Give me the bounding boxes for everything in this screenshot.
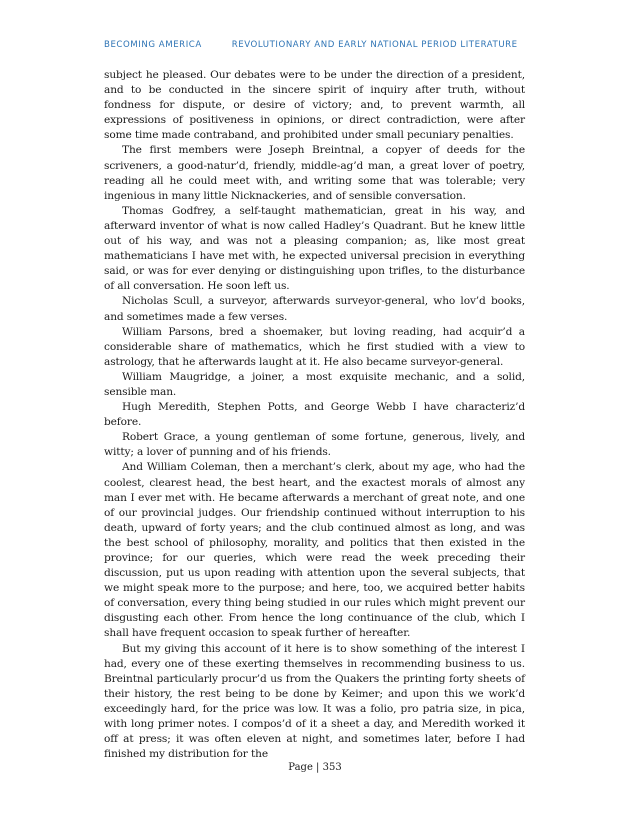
paragraph: Robert Grace, a young gentleman of some fortune, generous, lively, and witty; a lover of punning and of his friends. <box>104 431 525 459</box>
paragraph: Thomas Godfrey, a self-taught mathematician, great in his way, and afterward inventor of what is now called Hadley’s Quadrant. But he knew little out of his way, and was not a pleasing companion; as, like most great mathematicians I have met with, he expected universal precision in everything said, or was for ever denying or distinguishing upon trifles, to the disturbance of all conversation. He soon left us. <box>104 204 525 293</box>
paragraph: And William Coleman, then a merchant’s clerk, about my age, who had the coolest, clearest head, the best heart, and the exactest morals of almost any man I ever met with. He became afterwards a merchant of great note, and one of our provincial judges. Our friendship continued without interruption to his death, upward of forty years; and the club continued almost as long, and was the best school of philosophy, morality, and politics that then existed in the province; for our queries, which were read the week preceding their discussion, put us upon reading with attention upon the several subjects, that we might speak more to the purpose; and here, too, we acquired better habits of conversation, every thing being studied in our rules which might prevent our disgusting each other. From hence the long continuance of the club, which I shall have frequent occasion to speak further of hereafter. <box>104 461 525 640</box>
page-footer <box>0 762 630 773</box>
paragraph: The first members were Joseph Breintnal, a copyer of deeds for the scriveners, a good-natur’d, friendly, middle-ag’d man, a great lover of poetry, reading all he could meet with, and writing some that was tolerable; very ingenious in many little Nicknackeries, and of sensible conversation. <box>104 144 525 202</box>
body-text <box>104 68 525 762</box>
running-header <box>104 40 534 50</box>
page-separator: | <box>316 762 320 773</box>
paragraph: subject he pleased. Our debates were to be under the direction of a president, and to be conducted in the sincere spirit of inquiry after truth, without fondness for dispute, or desire of victory; and, to prevent warmth, all expressions of positiveness in opinions, or direct contradiction, were after some time made contraband, and prohibited under small pecuniary penalties. <box>104 69 525 142</box>
header-section-title: REVOLUTIONARY AND EARLY NATIONAL PERIOD LITERATURE <box>231 40 518 50</box>
header-book-title: BECOMING AMERICA <box>104 40 202 50</box>
paragraph: Hugh Meredith, Stephen Potts, and George Webb I have characteriz’d before. <box>104 401 525 429</box>
page-number: 353 <box>322 762 342 773</box>
paragraph: Nicholas Scull, a surveyor, afterwards surveyor-general, who lov’d books, and sometimes made a few verses. <box>104 295 525 323</box>
paragraph: William Parsons, bred a shoemaker, but loving reading, had acquir’d a considerable share of mathematics, which he first studied with a view to astrology, that he afterwards laught at it. He also became surveyor-general. <box>104 325 525 368</box>
paragraph: William Maugridge, a joiner, a most exquisite mechanic, and a solid, sensible man. <box>104 370 525 398</box>
page-label: Page <box>288 762 313 773</box>
paragraph: But my giving this account of it here is to show something of the interest I had, every one of these exerting themselves in recommending business to us. Breintnal particularly procur’d us from the Quakers the printing forty sheets of their history, the rest being to be done by Keimer; and upon this we work’d exceedingly hard, for the price was low. It was a folio, pro patria size, in pica, with long primer notes. I compos’d of it a sheet a day, and Meredith worked it off at press; it was often eleven at night, and sometimes later, before I had finished my distribution for the <box>104 642 525 761</box>
